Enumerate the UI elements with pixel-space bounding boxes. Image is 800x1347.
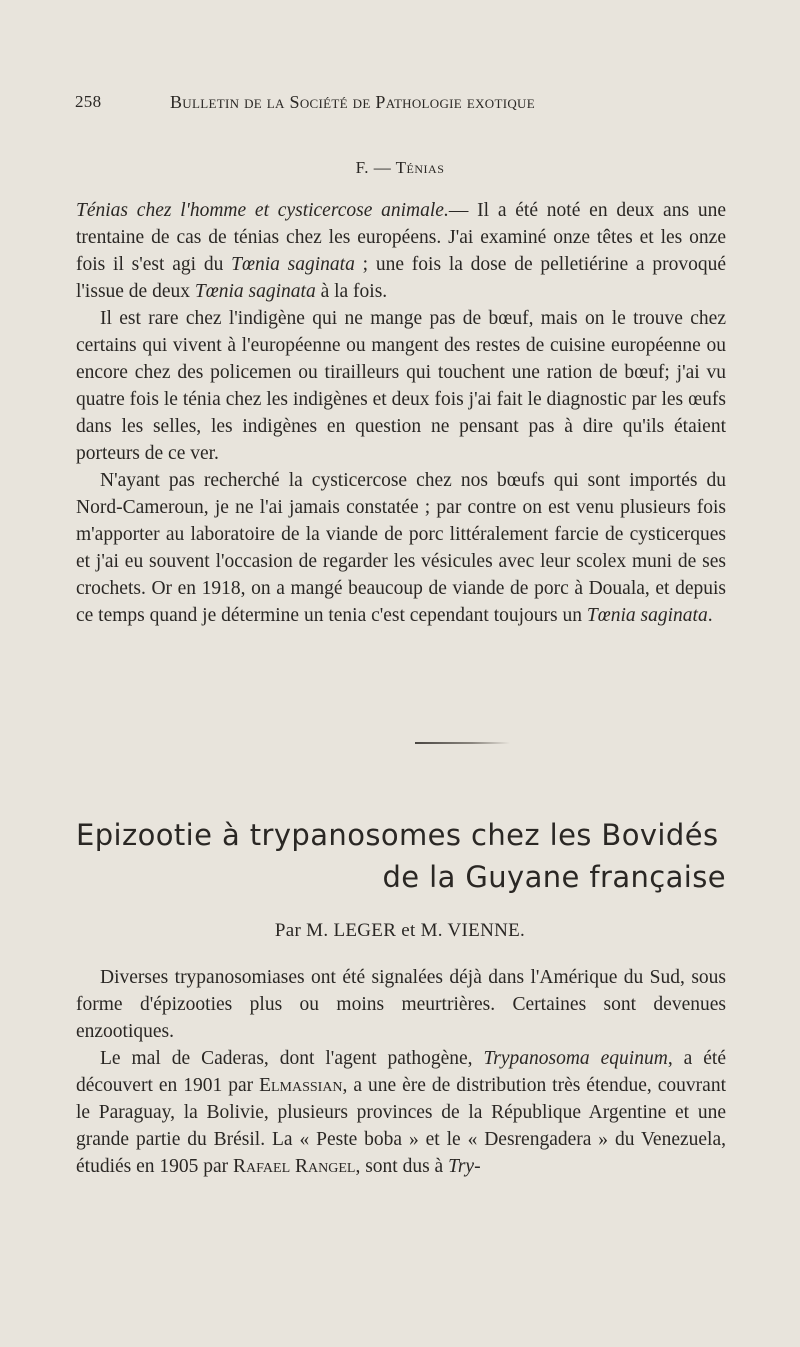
article-title-line-2: de la Guyane française (382, 860, 726, 894)
paragraph: Il est rare chez l'indigène qui ne mange pas de bœuf, mais on le trouve chez certains qui vivent à l'européenne ou mangent des restes de cuisine européenne ou encore chez des policemen ou tirailleurs qui touchent une ration de bœuf; j'ai vu quatre fois le ténia chez les indigènes et deux fois j'ai fait le diagnostic par les œufs dans les selles, les indigènes en question ne pensant pas à dire qu'ils étaient porteurs de ce ver. (76, 308, 726, 464)
article-body (76, 964, 726, 1180)
text-run: N'ayant pas recherché la cysticercose chez nos bœufs qui sont importés du Nord-Cameroun, je ne l'ai jamais constatée ; par contre on est venu plusieurs fois m'apporter au laboratoire de la viande de porc littéralement farcie de cysticerques et j'ai eu souvent l'occasion de regarder les vésicules avec leur scolex muni de ses crochets. Or en 1918, on a mangé beaucoup de viande de porc à Douala, et depuis ce temps quand je détermine un tenia c'est cependant toujours un (76, 470, 726, 626)
tenias-section-body (76, 197, 726, 629)
species-name: Tœnia saginata (231, 254, 355, 275)
species-name: Trypanosoma equinum (483, 1048, 668, 1069)
species-name: Tœnia saginata (586, 605, 708, 626)
author-name: Rafael Rangel (233, 1156, 356, 1177)
text-run: à la fois. (315, 281, 388, 302)
text-run: Le mal de Caderas, dont l'agent pathogène, (100, 1048, 484, 1069)
paragraph: Diverses trypanosomiases ont été signalées déjà dans l'Amérique du Sud, sous forme d'épizooties plus ou moins meurtrières. Certaines sont devenues enzootiques. (76, 967, 726, 1042)
paragraph (76, 467, 726, 629)
paragraph-lead: Ténias chez l'homme et cysticercose animale. (76, 200, 449, 221)
text-run: — Il a été noté en deux ans une trentaine de cas de ténias chez les européens. J'ai examiné onze têtes et les onze fois il s'est agi du (76, 200, 726, 275)
text-run: . (707, 605, 713, 626)
section-divider (415, 742, 510, 744)
text-run: ; une fois la dose de pelletiérine a provoqué l'issue de deux (76, 254, 726, 302)
section-label: F. — Ténias (355, 158, 445, 177)
article-title-line-1: Epizootie à trypanosomes chez les Bovidés (76, 818, 719, 852)
text-run: , a été découvert en 1901 par (76, 1048, 727, 1096)
journal-title: Bulletin de la Société de Pathologie exotique (170, 92, 535, 112)
author-name: Elmassian (259, 1075, 343, 1096)
text-run: , sont dus à (355, 1156, 449, 1177)
byline: Par M. LEGER et M. VIENNE. (274, 920, 526, 941)
species-name-fragment: Try- (448, 1156, 481, 1177)
paragraph (76, 197, 726, 305)
page-number: 258 (75, 92, 102, 111)
section-heading (0, 158, 800, 178)
species-name: Tœnia saginata (194, 281, 316, 302)
text-run: , a une ère de distribution très étendue, couvrant le Paraguay, la Bolivie, plusieurs provinces de la République Argentine et une grande partie du Brésil. La « Peste boba » et le « Desrengadera » du Venezuela, étudiés en 1905 par (76, 1075, 726, 1177)
paragraph (76, 1045, 726, 1180)
